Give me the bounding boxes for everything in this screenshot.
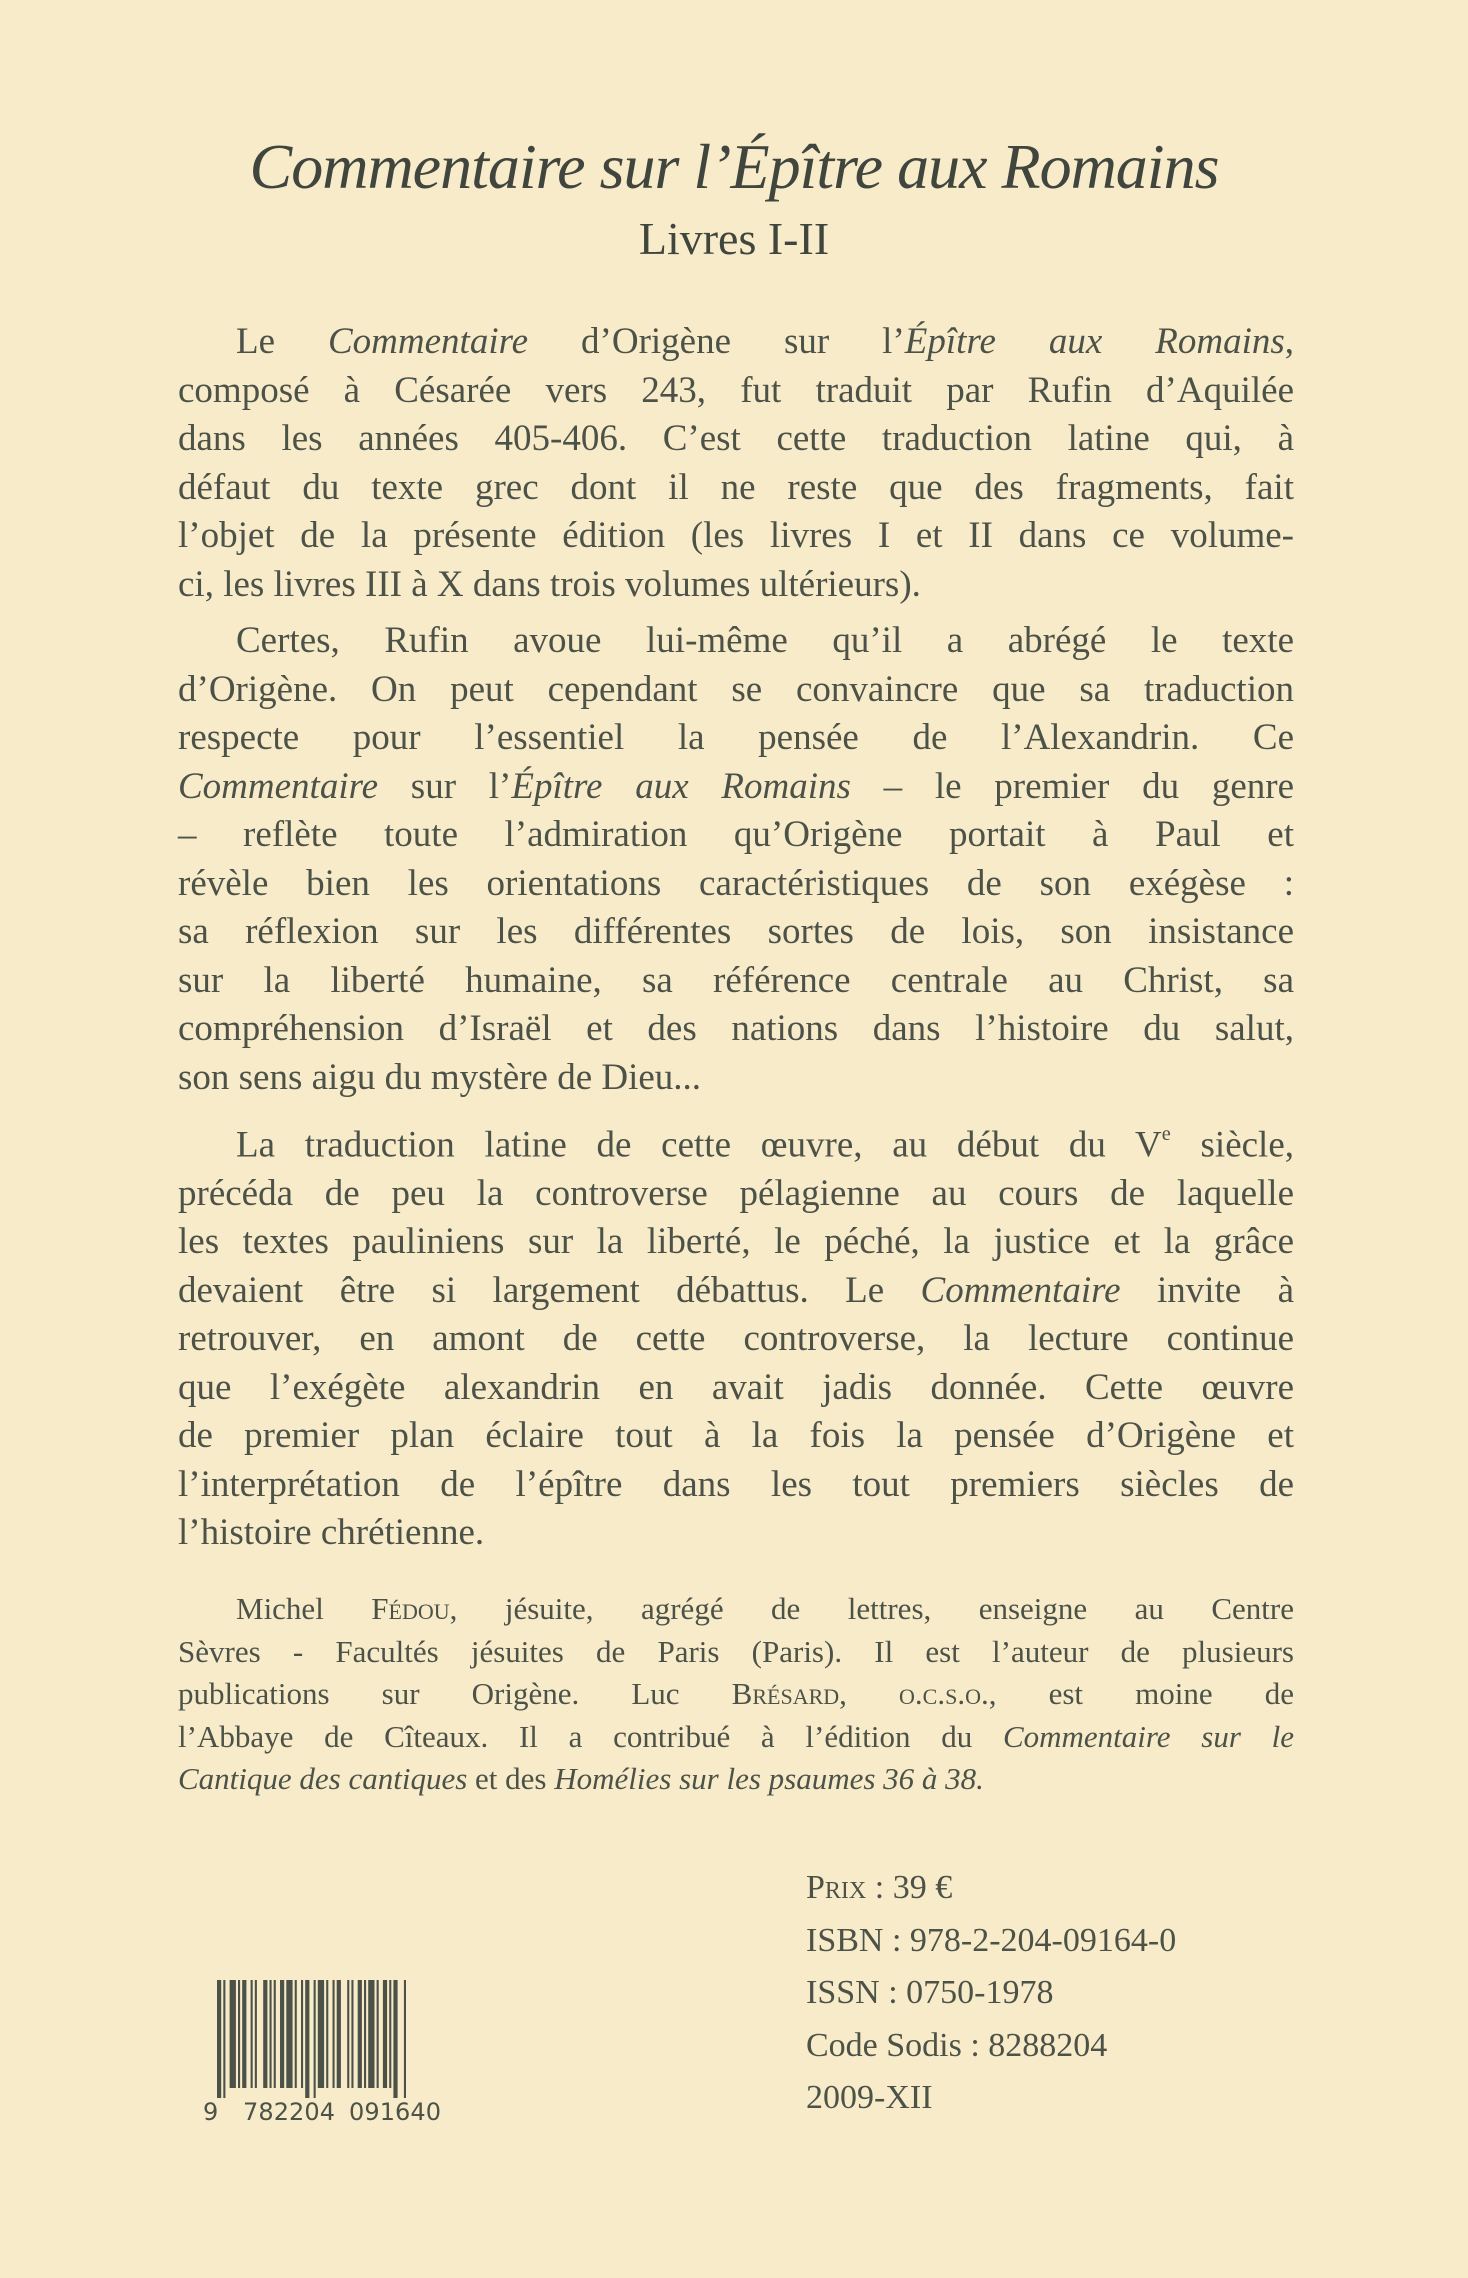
text-line [178, 1054, 1294, 1103]
text-run: invite à [1120, 1269, 1295, 1311]
text-line [178, 1509, 1294, 1558]
text-run: respecte pour l’essentiel la pensée de l’Alexandrin. Ce [178, 717, 1294, 758]
italic-title: Commentaire sur le [1002, 1718, 1295, 1754]
text-run: , est moine de [988, 1676, 1294, 1711]
barcode-bar [305, 1980, 309, 2098]
text-run: sa réflexion sur les différentes sortes de lois, son insistance [178, 911, 1294, 952]
book-info [806, 1862, 1176, 2125]
issn: ISSN : 0750-1978 [806, 1974, 1054, 2011]
text-run: – reflète toute l’admiration qu’Origène portait à Paul et [178, 814, 1294, 855]
blurb [178, 318, 1294, 1566]
barcode-bar [358, 1980, 362, 2088]
barcode-bar [238, 1980, 240, 2088]
text-line [178, 957, 1294, 1006]
text-run: précéda de peu la controverse pélagienne au cours de laquelle [178, 1172, 1294, 1214]
author-name: Brésard [731, 1676, 840, 1711]
barcode-bar [230, 1980, 236, 2088]
text-line [178, 617, 1294, 666]
italic-title: Commentaire [328, 321, 529, 362]
text-line [178, 464, 1294, 513]
text-run: défaut du texte grec dont il ne reste que des fragments, fait [178, 466, 1294, 508]
text-line [178, 1588, 1294, 1631]
barcode-bar [364, 1980, 366, 2088]
text-line [178, 860, 1294, 909]
italic-title: Épître aux Romains [904, 321, 1285, 362]
italic-title: Cantique des cantiques [178, 1761, 468, 1796]
barcode-bar [286, 1980, 292, 2088]
text-line [178, 367, 1294, 416]
paragraph [178, 1110, 1294, 1558]
text-line [178, 1005, 1294, 1054]
barcode-bar [351, 1980, 353, 2088]
barcode-bar [295, 1980, 297, 2088]
barcode-bar [280, 1980, 284, 2088]
barcode-bar [404, 1980, 406, 2098]
barcode-bar [274, 1980, 276, 2088]
price: Prix : 39 € [806, 1869, 953, 1906]
isbn: ISBN : 978-2-204-09164-0 [806, 1921, 1177, 1959]
text-line [178, 1461, 1294, 1510]
paragraph [178, 318, 1294, 609]
edition-date: 2009-XII [806, 2079, 933, 2116]
barcode-bar [314, 1980, 316, 2098]
code-sodis: Code Sodis : 8288204 [806, 2026, 1108, 2064]
text-line [178, 811, 1294, 860]
barcode-bar [223, 1980, 225, 2098]
text-line [178, 1170, 1294, 1219]
barcode [203, 1980, 473, 2122]
text-run: dans les années 405-406. C’est cette traduction latine qui, à [178, 418, 1294, 459]
barcode-digits-right: 091640 [349, 2098, 441, 2122]
text-run: les textes pauliniens sur la liberté, le péché, la justice et la grâce [178, 1221, 1294, 1263]
barcode-bar [301, 1980, 303, 2088]
book-title: Commentaire sur l’Épître aux Romains [249, 131, 1219, 202]
text-run: sur l’ [378, 765, 512, 807]
text-line [178, 318, 1294, 367]
barcode-digits-left: 782204 [243, 2098, 335, 2122]
barcode-bar [393, 1980, 397, 2098]
barcode-bar [242, 1980, 246, 2088]
text-run: de premier plan éclaire tout à la fois la pensée d’Origène et [178, 1415, 1294, 1457]
text-run: d’Origène. On peut cependant se convaincre que sa traduction [178, 668, 1294, 710]
barcode-bar [389, 1980, 391, 2088]
text-line [178, 1364, 1294, 1413]
italic-title: Homélies sur les psaumes 36 à 38. [554, 1761, 984, 1796]
barcode-bar [255, 1980, 257, 2088]
text-line [178, 512, 1294, 561]
text-line [178, 666, 1294, 715]
text-line [178, 415, 1294, 464]
text-run: ci, les livres III à X dans trois volumes ultérieurs). [178, 563, 921, 605]
text-run: l’histoire chrétienne. [178, 1512, 485, 1554]
barcode-bar [368, 1980, 374, 2088]
text-line [178, 1218, 1294, 1267]
barcode-bar [270, 1980, 272, 2088]
text-run: Sèvres - Facultés jésuites de Paris (Paris). Il est l’auteur de plusieurs [178, 1633, 1294, 1669]
author-bio [178, 1588, 1294, 1801]
barcode-bar [333, 1980, 335, 2088]
text-line [178, 1110, 1294, 1170]
book-subtitle: Livres I-II [638, 213, 830, 264]
text-run: devaient être si largement débattus. Le [178, 1269, 921, 1311]
text-line [178, 1267, 1294, 1316]
text-run: que l’exégète alexandrin en avait jadis donnée. Cette œuvre [178, 1366, 1294, 1408]
barcode-bar [318, 1980, 324, 2088]
author-name: Fédou [371, 1591, 450, 1626]
text-run: Michel [236, 1591, 372, 1626]
paragraph [178, 617, 1294, 1102]
author-name: o.c.s.o. [899, 1676, 989, 1711]
text-run: , [1284, 321, 1294, 362]
text-line [178, 714, 1294, 763]
text-line [178, 763, 1294, 812]
text-line [178, 1716, 1294, 1759]
italic-title: Commentaire [920, 1269, 1121, 1311]
barcode-bar [326, 1980, 328, 2088]
barcode-bar [383, 1980, 387, 2088]
text-run: et des [467, 1761, 555, 1796]
text-run: retrouver, en amont de cette controverse, la lecture continue [178, 1318, 1294, 1360]
text-run: – le premier du genre [850, 765, 1295, 807]
text-line [178, 561, 1294, 610]
text-run: publications sur Origène. Luc [178, 1676, 732, 1711]
barcode-bar [251, 1980, 253, 2088]
text-line [178, 1673, 1294, 1716]
text-run: compréhension d’Israël et des nations dans l’histoire du salut, [178, 1008, 1294, 1049]
barcode-digit-first: 9 [203, 2098, 219, 2122]
italic-title: Commentaire [178, 765, 379, 807]
text-run: son sens aigu du mystère de Dieu... [178, 1056, 702, 1098]
text-run: sur la liberté humaine, sa référence centrale au Christ, sa [178, 959, 1294, 1001]
barcode-bar [337, 1980, 341, 2088]
text-run: Le [236, 321, 328, 362]
text-run: l’Abbaye de Cîteaux. Il a contribué à l’édition du [178, 1718, 1003, 1754]
text-run: composé à Césarée vers 243, fut traduit par Rufin d’Aquilée [178, 369, 1294, 411]
text-line [178, 1758, 1294, 1801]
text-line [178, 1631, 1294, 1674]
barcode-bar [217, 1980, 221, 2098]
text-run: , jésuite, agrégé de lettres, enseigne au Centre [449, 1591, 1294, 1626]
text-run: l’objet de la présente édition (les livres I et II dans ce volume- [178, 515, 1294, 556]
text-run: l’interprétation de l’épître dans les tout premiers siècles de [178, 1463, 1294, 1505]
text-run: siècle, [1170, 1124, 1294, 1166]
barcode-bar [263, 1980, 267, 2088]
text-run: d’Origène sur l’ [528, 321, 905, 362]
text-line [178, 1412, 1294, 1461]
text-run: La traduction latine de cette œuvre, au début du V [236, 1124, 1162, 1166]
text-line [178, 1315, 1294, 1364]
text-run: révèle bien les orientations caractéristiques de son exégèse : [178, 862, 1294, 904]
barcode-bar [347, 1980, 349, 2088]
barcode-bar [377, 1980, 379, 2088]
italic-title: Épître aux Romains [511, 765, 851, 807]
text-run: Certes, Rufin avoue lui-même qu’il a abrégé le texte [236, 620, 1294, 661]
text-run: , [839, 1676, 900, 1711]
superscript: e [1161, 1123, 1171, 1145]
text-line [178, 908, 1294, 957]
